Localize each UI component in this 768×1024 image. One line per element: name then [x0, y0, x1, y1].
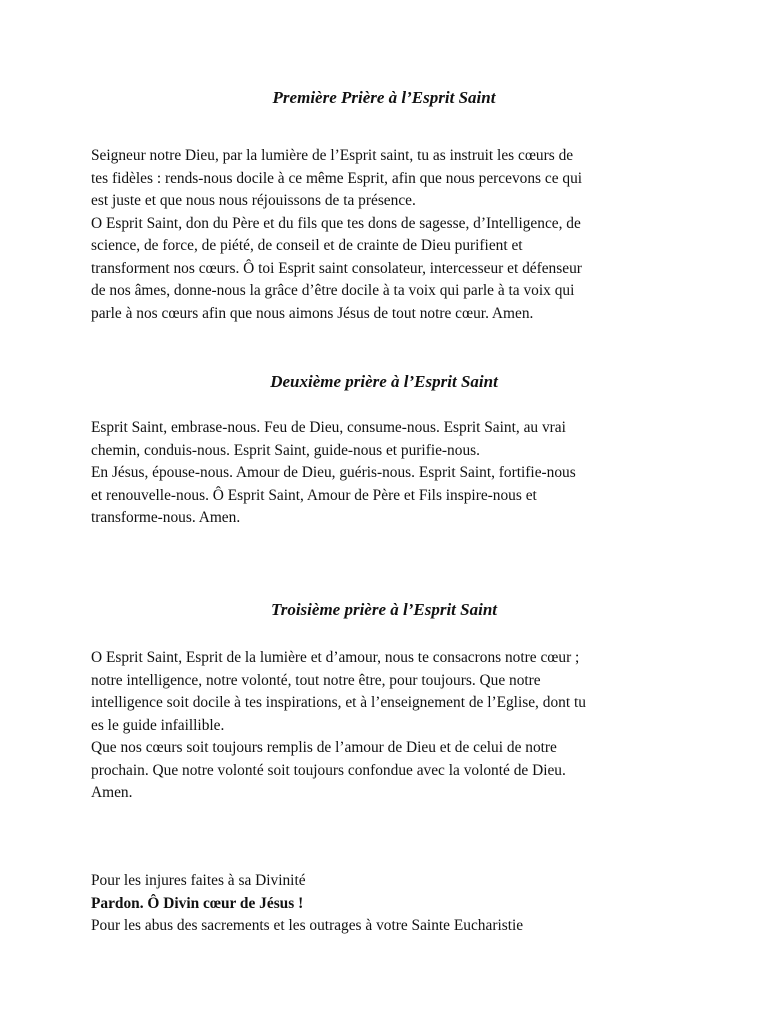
section-body-3 [91, 647, 681, 805]
text-line: prochain. Que notre volonté soit toujours confondue avec la volonté de Dieu. [91, 761, 566, 779]
litany-line-3: Pour les abus des sacrements et les outrages à votre Sainte Eucharistie [91, 917, 524, 934]
text-line: es le guide infaillible. [91, 716, 225, 734]
section-body-2 [91, 417, 681, 530]
text-line: transforme-nous. Amen. [91, 509, 241, 526]
text-line: transforment nos cœurs. Ô toi Esprit saint consolateur, intercesseur et défenseur [91, 259, 582, 277]
text-line: Esprit Saint, embrase-nous. Feu de Dieu, consume-nous. Esprit Saint, au vrai [91, 419, 566, 436]
section-title-2: Deuxième prière à l’Esprit Saint [270, 372, 498, 391]
text-line: parle à nos cœurs afin que nous aimons Jésus de tout notre cœur. Amen. [91, 304, 534, 322]
section-title-1: Première Prière à l’Esprit Saint [272, 88, 496, 107]
text-line: O Esprit Saint, Esprit de la lumière et d’amour, nous te consacrons notre cœur ; [91, 649, 580, 666]
text-line: tes fidèles : rends-nous docile à ce même Esprit, afin que nous percevons ce qui [91, 169, 583, 187]
text-line: En Jésus, épouse-nous. Amour de Dieu, guéris-nous. Esprit Saint, fortifie-nous [91, 464, 576, 481]
text-line: Que nos cœurs soit toujours remplis de l’amour de Dieu et de celui de notre [91, 739, 557, 756]
text-line: intelligence soit docile à tes inspirations, et à l’enseignement de l’Eglise, dont tu [91, 694, 586, 711]
section-body-1 [91, 145, 681, 325]
litany [91, 870, 681, 938]
litany-line-1: Pour les injures faites à sa Divinité [91, 872, 306, 889]
text-line: chemin, conduis-nous. Esprit Saint, guide-nous et purifie-nous. [91, 441, 480, 459]
text-line: science, de force, de piété, de conseil et de crainte de Dieu purifient et [91, 237, 523, 254]
text-line: est juste et que nous nous réjouissons de ta présence. [91, 192, 416, 209]
section-title-3: Troisième prière à l’Esprit Saint [270, 600, 498, 619]
litany-line-2: Pardon. Ô Divin cœur de Jésus ! [91, 894, 304, 912]
text-line: O Esprit Saint, don du Père et du fils que tes dons de sagesse, d’Intelligence, de [91, 214, 581, 232]
text-line: et renouvelle-nous. Ô Esprit Saint, Amour de Père et Fils inspire-nous et [91, 486, 537, 504]
text-line: Amen. [91, 784, 133, 801]
text-line: de nos âmes, donne-nous la grâce d’être docile à ta voix qui parle à ta voix qui [91, 282, 575, 299]
text-line: Seigneur notre Dieu, par la lumière de l’Esprit saint, tu as instruit les cœurs de [91, 147, 574, 164]
text-line: notre intelligence, notre volonté, tout notre être, pour toujours. Que notre [91, 671, 541, 689]
